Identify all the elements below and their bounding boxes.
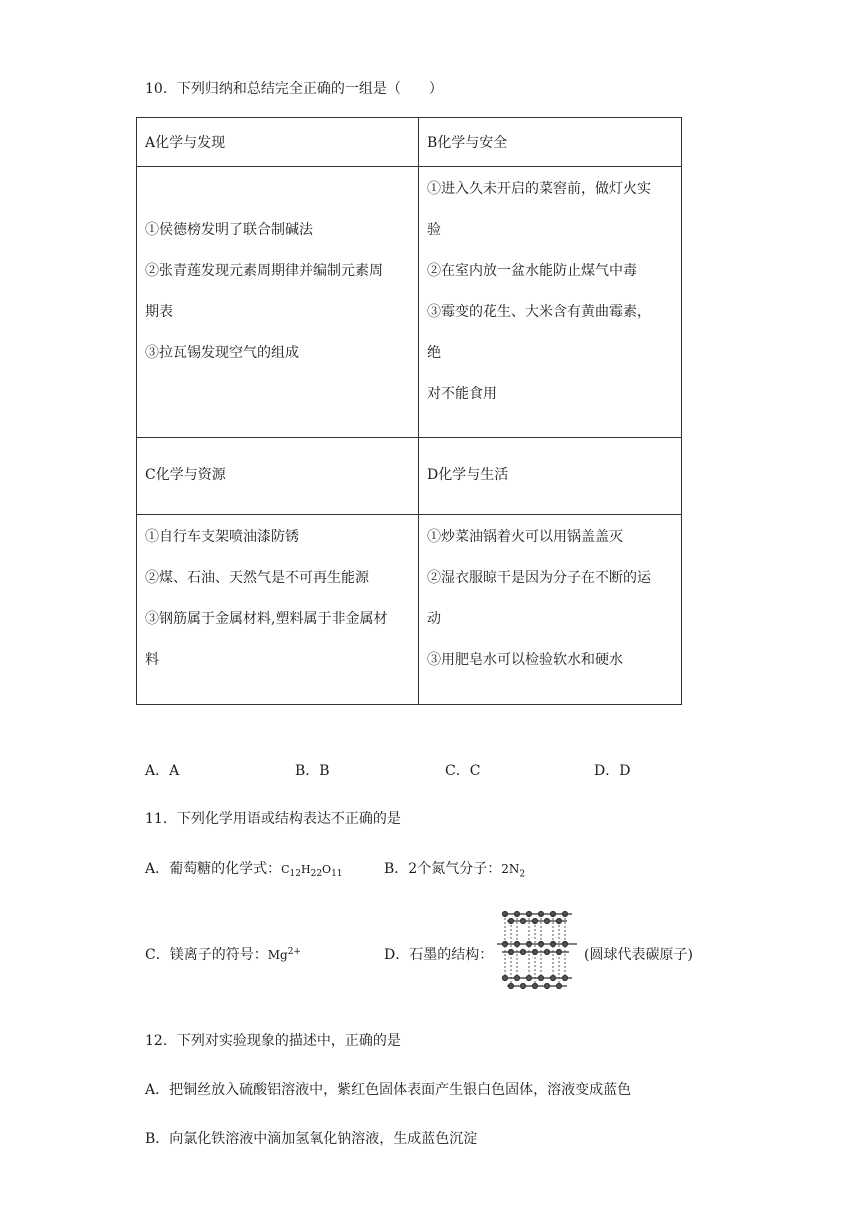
q11-option-d[interactable]: D．石墨的结构：	[384, 947, 494, 963]
cell-a-header: A化学与发现	[137, 118, 419, 167]
q11-option-c[interactable]: C．镁离子的符号：$Mg^{2+}$	[145, 947, 301, 963]
graphite-structure-image	[497, 908, 577, 994]
cell-c-body: ①自行车支架喷油漆防锈 ②煤、石油、天然气是不可再生能源 ③钢筋属于金属材料,塑料属于非金属材 料	[137, 515, 419, 705]
q10-option-d[interactable]: D．D	[594, 763, 631, 779]
question-11-title: 11．下列化学用语或结构表达不正确的是	[145, 811, 401, 827]
cell-b-body: ①进入久未开启的菜窖前，做灯火实 验 ②在室内放一盆水能防止煤气中毒 ③霉变的花生、大米含有黄曲霉素， 绝 对不能食用	[419, 167, 682, 438]
q12-option-b[interactable]: B．向氯化铁溶液中滴加氢氧化钠溶液，生成蓝色沉淀	[145, 1131, 478, 1147]
cell-b-header: B化学与安全	[419, 118, 682, 167]
q10-option-b[interactable]: B．B	[295, 763, 330, 779]
cell-d-header: D化学与生活	[419, 438, 682, 515]
cell-d-body: ①炒菜油锅着火可以用锅盖盖灭 ②湿衣服晾干是因为分子在不断的运 动 ③用肥皂水可以检验软水和硬水	[419, 515, 682, 705]
q10-option-c[interactable]: C．C	[445, 763, 481, 779]
cell-c-header: C化学与资源	[137, 438, 419, 515]
question-10-table	[136, 117, 682, 705]
q12-option-a[interactable]: A．把铜丝放入硫酸铝溶液中，紫红色固体表面产生银白色固体，溶液变成蓝色	[145, 1082, 632, 1098]
q11-option-a[interactable]: A．葡萄糖的化学式：$C_{12}H_{22}O_{11}$	[145, 861, 343, 880]
cell-a-body: ①侯德榜发明了联合制碱法 ②张青莲发现元素周期律并编制元素周 期表 ③拉瓦锡发现空气的组成	[137, 167, 419, 438]
q11-option-b[interactable]: B．2个氮气分子：$2N_2$	[384, 861, 526, 880]
q10-option-a[interactable]: A．A	[145, 763, 180, 779]
question-12-title: 12．下列对实验现象的描述中，正确的是	[145, 1033, 401, 1049]
q11-option-d-note: (圆球代表碳原子)	[584, 947, 693, 963]
question-10-title: 10．下列归纳和总结完全正确的一组是（ ）	[145, 81, 443, 97]
